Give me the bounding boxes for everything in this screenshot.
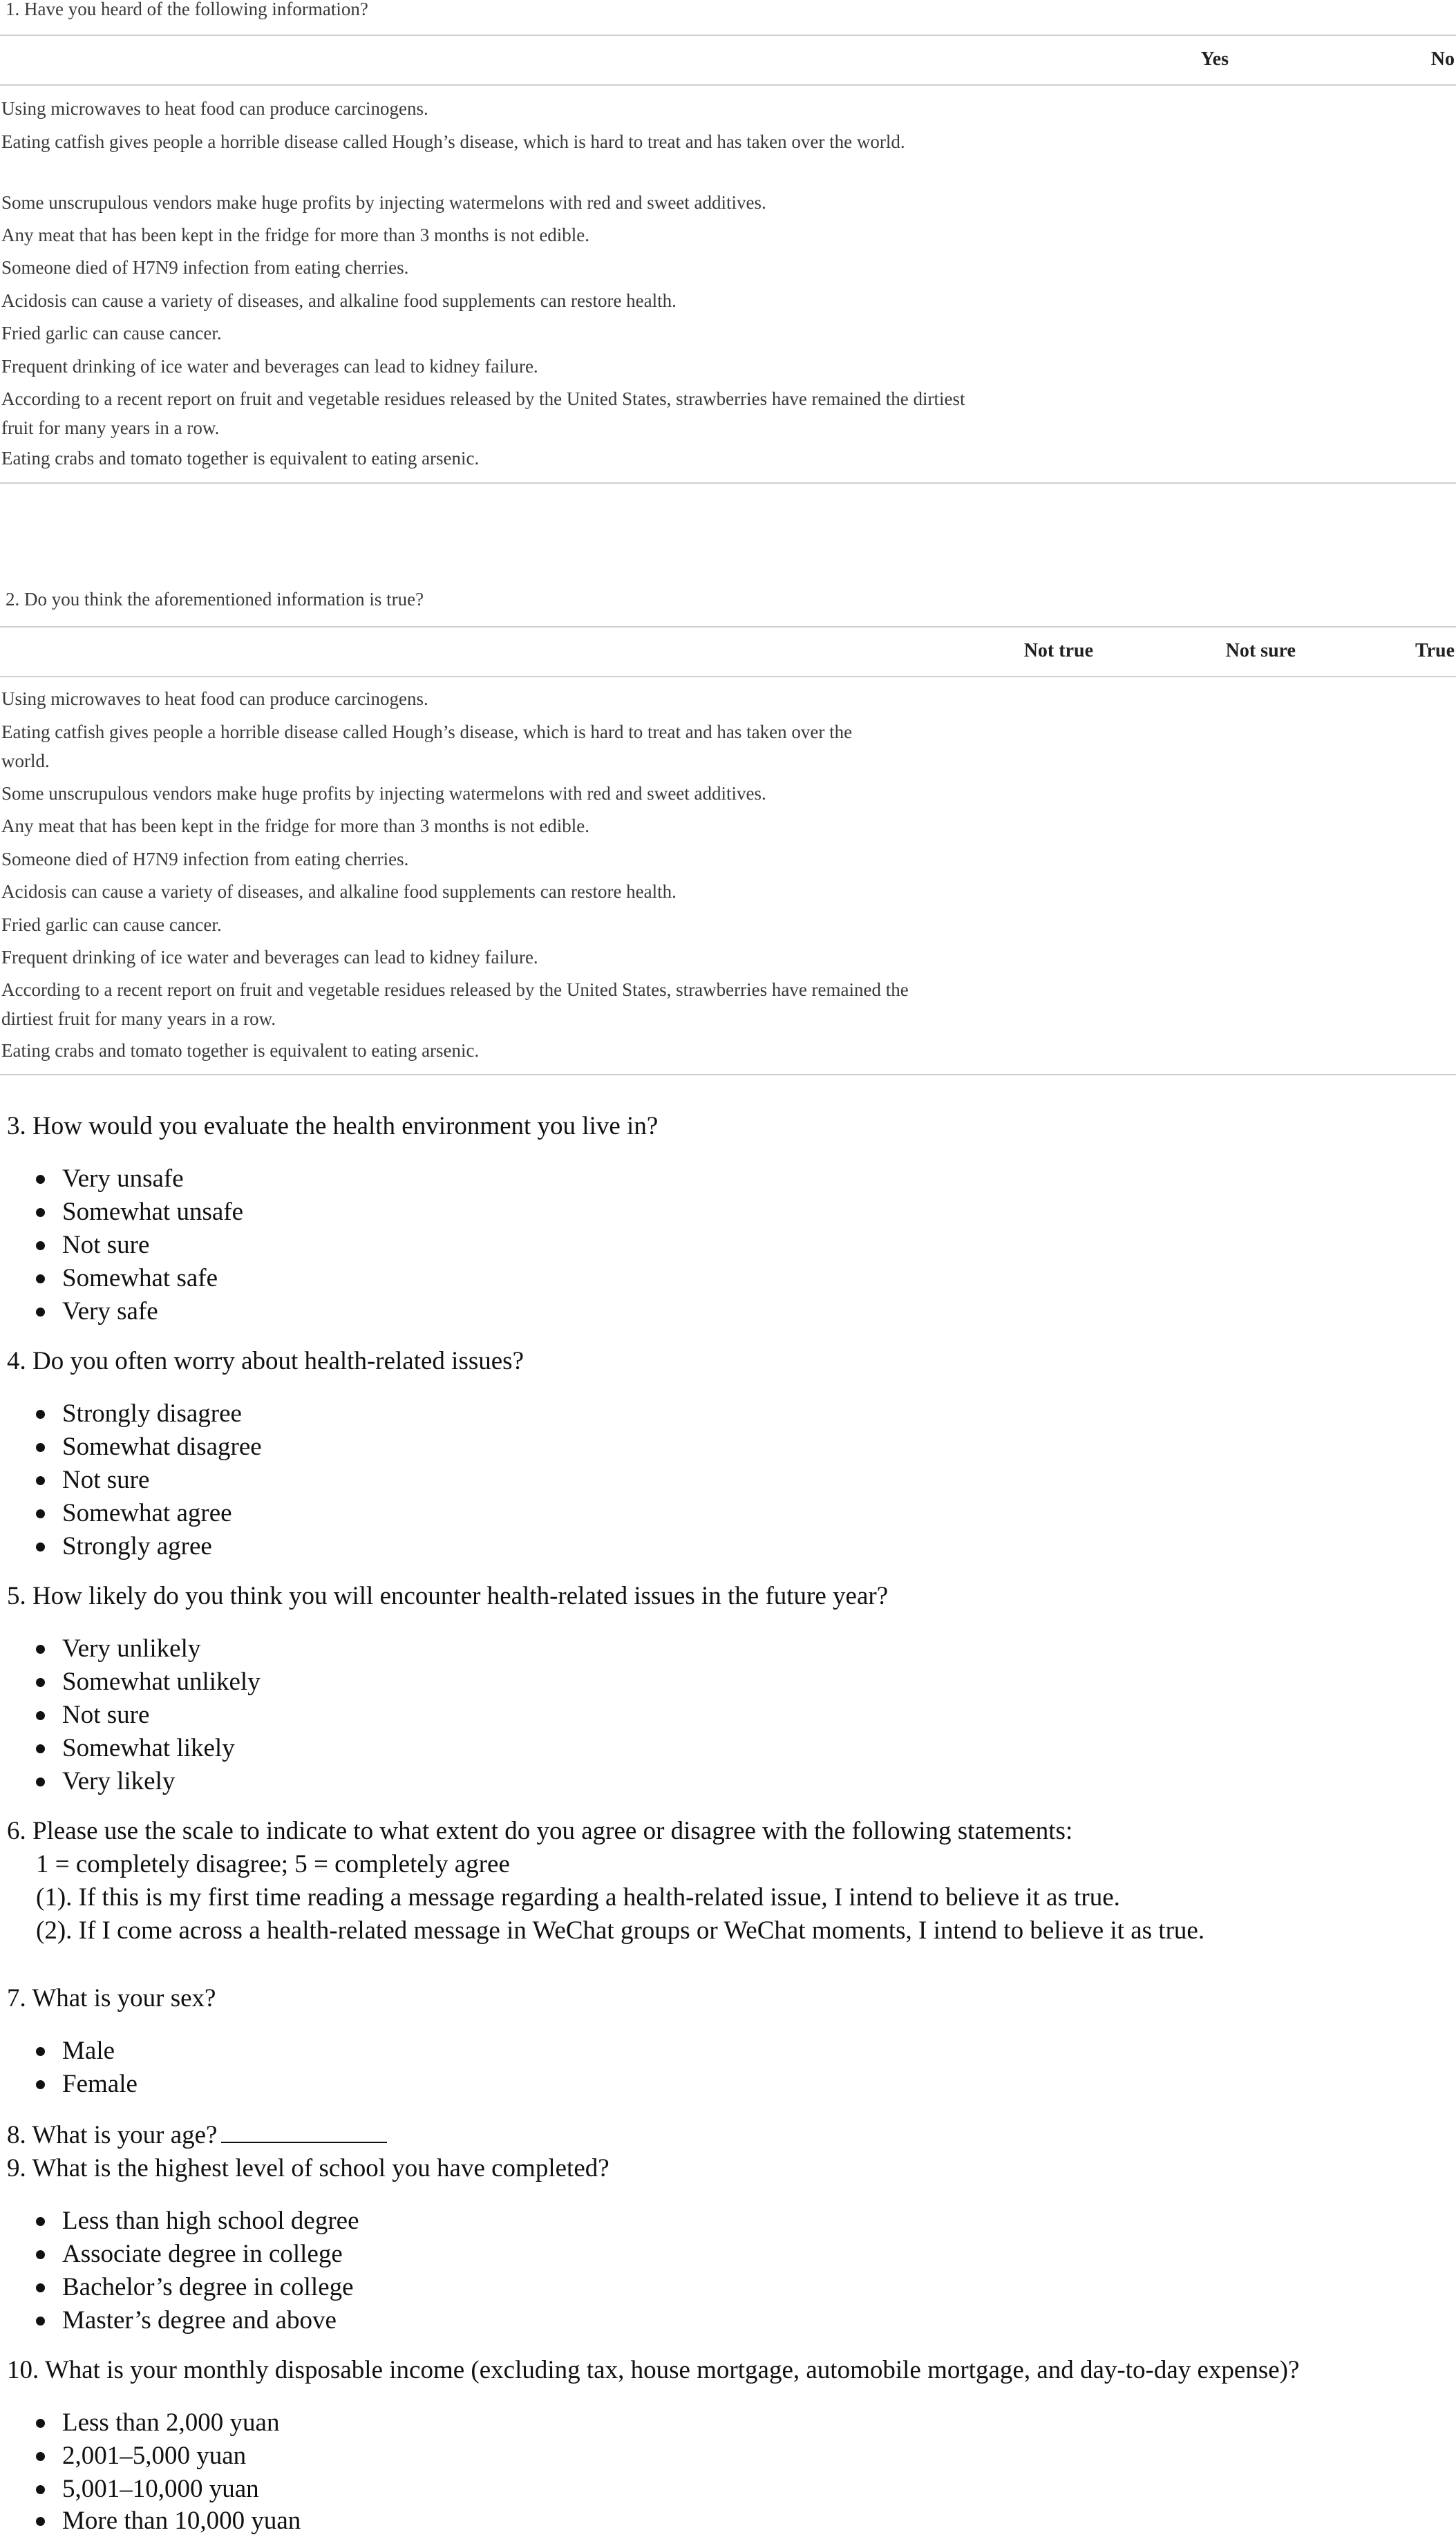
bullet-icon	[36, 1744, 45, 1753]
option-label: 5,001–10,000 yuan	[62, 2475, 259, 2503]
bullet-icon	[36, 1476, 45, 1485]
scale-description: 1 = completely disagree; 5 = completely agree	[36, 1850, 510, 1878]
column-header-no: No	[1430, 48, 1455, 70]
option-label: Somewhat agree	[62, 1499, 232, 1527]
bullet-icon	[36, 2485, 45, 2494]
table-row: According to a recent report on fruit and vegetable residues released by the United States, strawberries have remained the dirtiest fruit for many years in a row.	[1, 979, 909, 1029]
option-label: Master’s degree and above	[62, 2306, 337, 2335]
statement-2: (2). If I come across a health-related message in WeChat groups or WeChat moments, I intend to believe it as true.	[36, 1916, 1205, 1945]
table-row: Someone died of H7N9 infection from eating cherries.	[1, 257, 409, 278]
table-row: Eating crabs and tomato together is equivalent to eating arsenic.	[1, 1040, 480, 1061]
question-3-text: 3. How would you evaluate the health environment you live in?	[7, 1112, 659, 1140]
bullet-icon	[36, 1443, 45, 1452]
bullet-icon	[36, 2517, 45, 2526]
option-label: 2,001–5,000 yuan	[62, 2442, 247, 2470]
question-6-text: 6. Please use the scale to indicate to what extent do you agree or disagree with the following statements:	[7, 1817, 1073, 1845]
bullet-icon	[36, 1308, 45, 1317]
bullet-icon	[36, 1543, 45, 1552]
column-header-not-sure: Not sure	[1225, 640, 1296, 661]
option-label: Somewhat unsafe	[62, 1198, 244, 1226]
table-row: Frequent drinking of ice water and beverages can lead to kidney failure.	[1, 356, 538, 377]
question-8-text	[7, 2120, 387, 2150]
bullet-icon	[36, 1241, 45, 1250]
bullet-icon	[36, 2080, 45, 2089]
table-top-rule	[0, 35, 1456, 36]
table-bottom-rule	[0, 1074, 1456, 1075]
bullet-icon	[36, 2250, 45, 2259]
bullet-icon	[36, 1410, 45, 1419]
table-row: Some unscrupulous vendors make huge profits by injecting watermelons with red and sweet additives.	[1, 783, 766, 804]
table-row: Using microwaves to heat food can produce carcinogens.	[1, 688, 428, 709]
option-label: Bachelor’s degree in college	[62, 2273, 354, 2301]
question-4-text: 4. Do you often worry about health-related issues?	[7, 1347, 524, 1375]
table-row: Any meat that has been kept in the fridge for more than 3 months is not edible.	[1, 815, 590, 836]
statement-1: (1). If this is my first time reading a message regarding a health-related issue, I intend to believe it as true.	[36, 1883, 1120, 1912]
option-label: Less than 2,000 yuan	[62, 2408, 280, 2437]
bullet-icon	[36, 1274, 45, 1283]
table-header-rule	[0, 84, 1456, 86]
bullet-icon	[36, 2419, 45, 2428]
bullet-icon	[36, 2283, 45, 2292]
table-row: Fried garlic can cause cancer.	[1, 914, 222, 935]
table-caption: 2. Do you think the aforementioned information is true?	[6, 589, 424, 610]
option-label: Male	[62, 2037, 115, 2065]
bullet-icon	[36, 1678, 45, 1687]
column-header-not-true: Not true	[1023, 640, 1093, 661]
age-answer-blank[interactable]	[221, 2122, 387, 2143]
table-row: Eating catfish gives people a horrible disease called Hough’s disease, which is hard to treat and has taken over the world.	[1, 131, 905, 152]
table-row: Fried garlic can cause cancer.	[1, 323, 222, 343]
option-label: Somewhat unlikely	[62, 1668, 261, 1696]
bullet-icon	[36, 2217, 45, 2226]
table-row: Using microwaves to heat food can produce carcinogens.	[1, 98, 428, 119]
option-label: Very unsafe	[62, 1164, 184, 1193]
bullet-icon	[36, 2317, 45, 2326]
option-label: Female	[62, 2070, 138, 2098]
option-label: Very unlikely	[62, 1634, 201, 1663]
table-row: Any meat that has been kept in the fridge for more than 3 months is not edible.	[1, 225, 590, 245]
table-row: Frequent drinking of ice water and beverages can lead to kidney failure.	[1, 947, 538, 968]
option-label: More than 10,000 yuan	[62, 2507, 301, 2535]
bullet-icon	[36, 2047, 45, 2056]
table-header-rule	[0, 676, 1456, 677]
table-bottom-rule	[0, 482, 1456, 484]
question-7-text: 7. What is your sex?	[7, 1984, 216, 2012]
table-caption: 1. Have you heard of the following information?	[6, 0, 368, 19]
bullet-icon	[36, 1777, 45, 1786]
option-label: Not sure	[62, 1231, 150, 1259]
column-header-yes: Yes	[1200, 48, 1229, 70]
question-9-text: 9. What is the highest level of school you have completed?	[7, 2154, 609, 2182]
table-row: Acidosis can cause a variety of diseases, and alkaline food supplements can restore health.	[1, 881, 677, 902]
bullet-icon	[36, 1208, 45, 1217]
column-header-true: True	[1415, 640, 1455, 661]
table-row: Acidosis can cause a variety of diseases, and alkaline food supplements can restore health.	[1, 290, 677, 311]
option-label: Not sure	[62, 1701, 150, 1729]
table-top-rule	[0, 626, 1456, 628]
option-label: Very safe	[62, 1297, 158, 1326]
option-label: Not sure	[62, 1466, 150, 1494]
bullet-icon	[36, 1645, 45, 1654]
table-row: According to a recent report on fruit and vegetable residues released by the United States, strawberries have remained the dirtiest fruit for many years in a row.	[1, 388, 965, 438]
option-label: Strongly agree	[62, 1532, 212, 1560]
table-row: Some unscrupulous vendors make huge profits by injecting watermelons with red and sweet additives.	[1, 192, 766, 213]
question-5-text: 5. How likely do you think you will encounter health-related issues in the future year?	[7, 1582, 889, 1610]
bullet-icon	[36, 2452, 45, 2461]
table-row: Eating catfish gives people a horrible disease called Hough’s disease, which is hard to treat and has taken over the world.	[1, 722, 853, 771]
question-10-text: 10. What is your monthly disposable income (excluding tax, house mortgage, automobile mortgage, and day-to-day expense)?	[7, 2356, 1300, 2384]
table-row: Eating crabs and tomato together is equivalent to eating arsenic.	[1, 448, 480, 469]
option-label: Less than high school degree	[62, 2207, 359, 2235]
bullet-icon	[36, 1175, 45, 1184]
option-label: Somewhat likely	[62, 1734, 235, 1762]
option-label: Somewhat safe	[62, 1264, 218, 1292]
option-label: Somewhat disagree	[62, 1433, 262, 1461]
option-label: Strongly disagree	[62, 1399, 242, 1428]
table-row: Someone died of H7N9 infection from eating cherries.	[1, 849, 409, 869]
option-label: Very likely	[62, 1767, 176, 1795]
question-8-label: 8. What is your age?	[7, 2121, 218, 2149]
option-label: Associate degree in college	[62, 2240, 343, 2268]
bullet-icon	[36, 1711, 45, 1720]
bullet-icon	[36, 1509, 45, 1518]
